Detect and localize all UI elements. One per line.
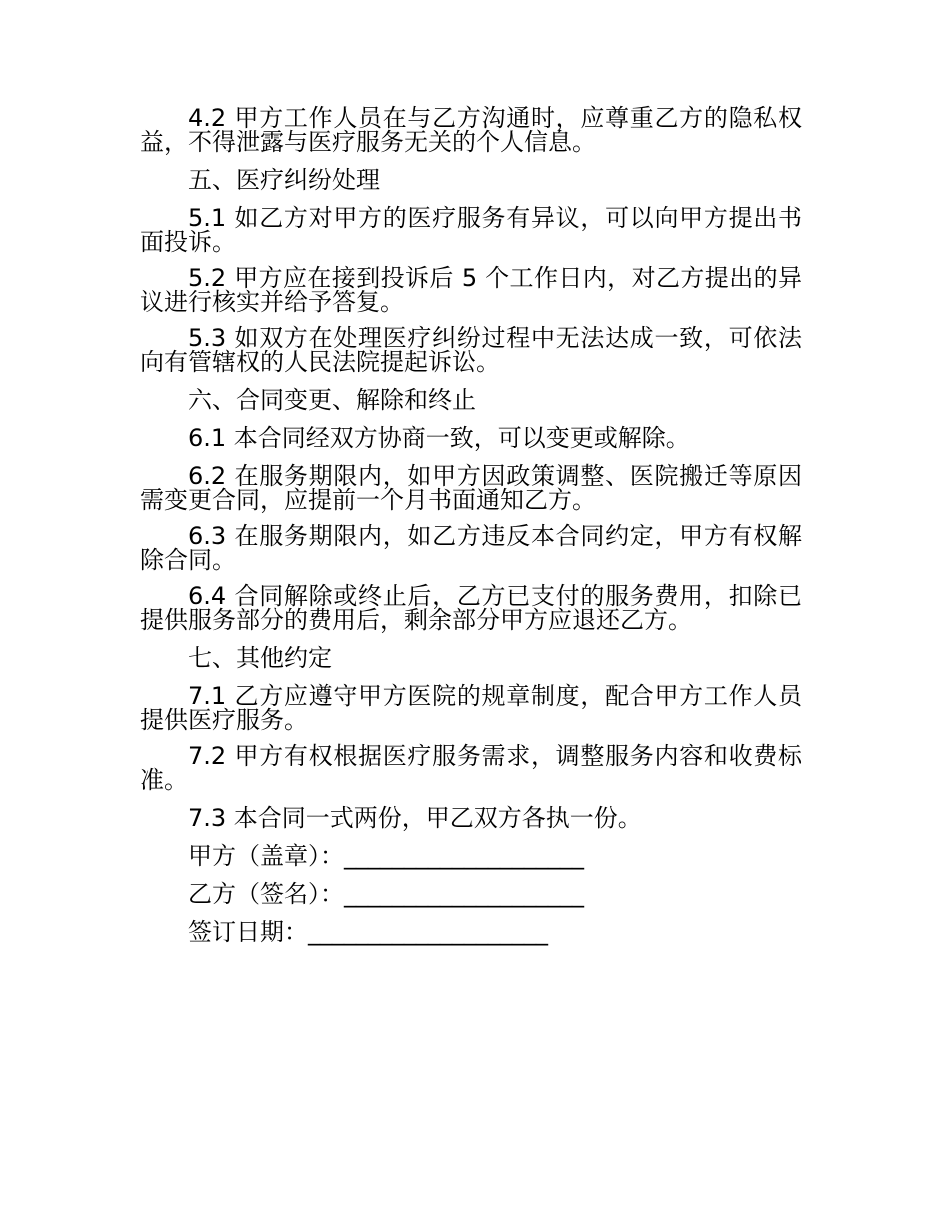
clause-7-3: 7.3 本合同一式两份，甲乙双方各执一份。 <box>188 804 642 832</box>
clause-6-3: 6.3 在服务期限内，如乙方违反本合同约定，甲方有权解除合同。 <box>140 522 802 574</box>
clause-5-1: 5.1 如乙方对甲方的医疗服务有异议，可以向甲方提出书面投诉。 <box>140 204 802 256</box>
contract-page <box>140 100 802 944</box>
clause-5-2: 5.2 甲方应在接到投诉后 5 个工作日内，对乙方提出的异议进行核实并给予答复。 <box>140 264 802 316</box>
signing-date-line: 签订日期：____________________ <box>188 918 548 946</box>
section-heading-6: 六、合同变更、解除和终止 <box>188 386 476 414</box>
clause-6-1: 6.1 本合同经双方协商一致，可以变更或解除。 <box>188 424 690 452</box>
section-heading-7: 七、其他约定 <box>188 644 332 672</box>
party-a-signature-line: 甲方（盖章）：____________________ <box>188 842 584 870</box>
clause-6-2: 6.2 在服务期限内，如甲方因政策调整、医院搬迁等原因需变更合同，应提前一个月书面通知乙方。 <box>140 462 802 514</box>
clause-7-2: 7.2 甲方有权根据医疗服务需求，调整服务内容和收费标准。 <box>140 742 802 794</box>
clause-4-2: 4.2 甲方工作人员在与乙方沟通时，应尊重乙方的隐私权益，不得泄露与医疗服务无关的个人信息。 <box>140 104 802 156</box>
clause-5-3: 5.3 如双方在处理医疗纠纷过程中无法达成一致，可依法向有管辖权的人民法院提起诉讼。 <box>140 324 802 376</box>
clause-7-1: 7.1 乙方应遵守甲方医院的规章制度，配合甲方工作人员提供医疗服务。 <box>140 682 802 734</box>
clause-6-4: 6.4 合同解除或终止后，乙方已支付的服务费用，扣除已提供服务部分的费用后，剩余部分甲方应退还乙方。 <box>140 582 802 634</box>
section-heading-5: 五、医疗纠纷处理 <box>188 166 380 194</box>
party-b-signature-line: 乙方（签名）：____________________ <box>188 880 584 908</box>
